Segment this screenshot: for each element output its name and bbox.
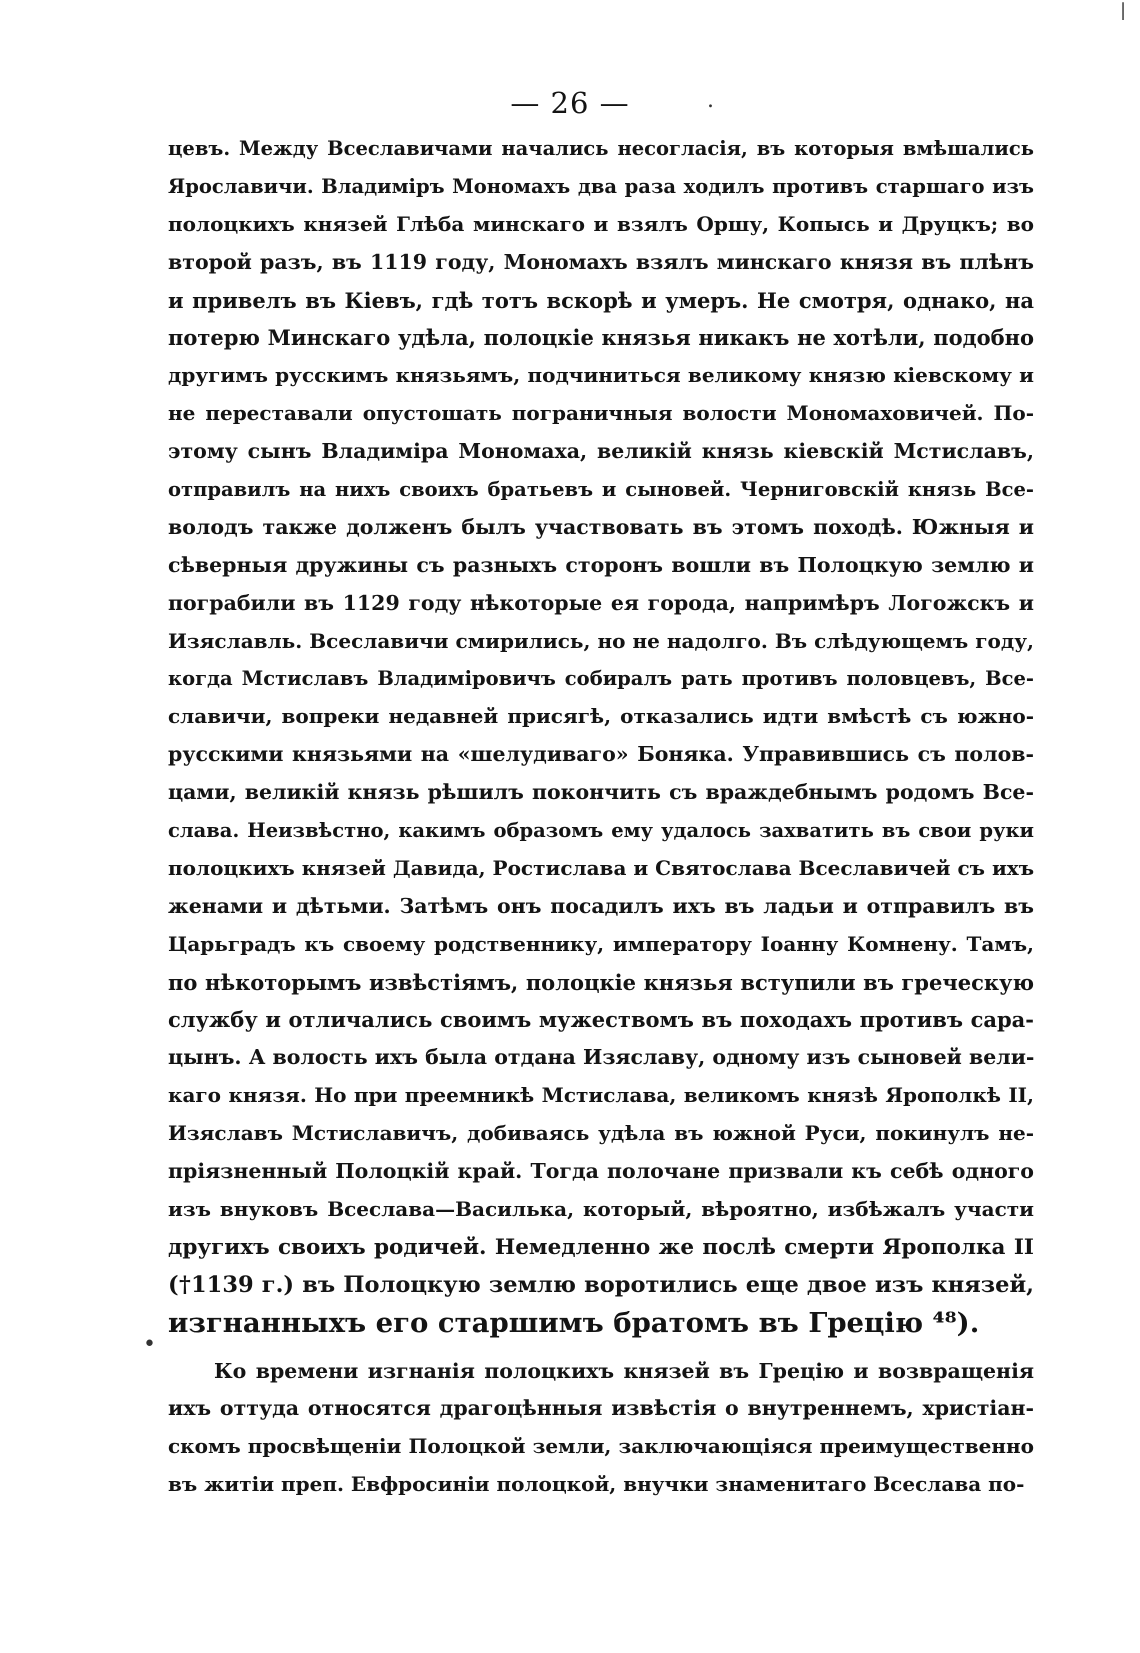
paragraph-1 bbox=[168, 130, 1034, 1343]
text-line: цевъ. Между Всеславичами начались несогласія, въ которыя вмѣшались bbox=[168, 137, 1034, 160]
text-line: когда Мстиславъ Владиміровичъ собиралъ рать противъ половцевъ, Все- bbox=[168, 667, 1034, 691]
text-line: цами, великій князь рѣшилъ покончить съ враждебнымъ родомъ Все- bbox=[168, 780, 1034, 805]
text-line: Изяславль. Всеславичи смирились, но не надолго. Въ слѣдующемъ году, bbox=[168, 628, 1034, 653]
paragraph-2 bbox=[168, 1353, 1034, 1505]
text-line: изгнанныхъ его старшимъ братомъ въ Грецію ⁴⁸). bbox=[168, 1306, 980, 1339]
text-line: потерю Минскаго удѣла, полоцкіе князья никакъ не хотѣли, подобно bbox=[168, 325, 1034, 351]
text-line: пріязненный Полоцкій край. Тогда полочане призвали къ себѣ одного bbox=[168, 1159, 1034, 1184]
text-line: женами и дѣтьми. Затѣмъ онъ посадилъ ихъ въ ладьи и отправилъ въ bbox=[168, 893, 1034, 918]
text-line: изъ внуковъ Всеслава—Василька, который, вѣроятно, избѣжалъ участи bbox=[168, 1196, 1034, 1221]
text-line: Ко времени изгнанія полоцкихъ князей въ Грецію и возвращенія bbox=[214, 1358, 1034, 1383]
text-line: этому сынъ Владиміра Мономаха, великій князь кіевскій Мстиславъ, bbox=[168, 439, 1034, 464]
stray-mark: . bbox=[707, 88, 714, 113]
page-number: — 26 — bbox=[510, 86, 630, 120]
text-line: другихъ своихъ родичей. Немедленно же послѣ смерти Ярополка II bbox=[168, 1234, 1034, 1260]
text-line: слава. Неизвѣстно, какимъ образомъ ему удалось захватить въ свои руки bbox=[168, 819, 1034, 843]
text-line: цынъ. А волость ихъ была отдана Изяславу, одному изъ сыновей вели- bbox=[168, 1045, 1034, 1070]
text-line: полоцкихъ князей Глѣба минскаго и взялъ Оршу, Копысь и Друцкъ; во bbox=[168, 211, 1034, 236]
paragraph-gap bbox=[168, 1343, 1034, 1353]
text-line: второй разъ, въ 1119 году, Мономахъ взялъ минскаго князя въ плѣнъ bbox=[168, 249, 1034, 274]
stray-mark: • bbox=[143, 1332, 156, 1357]
text-line: скомъ просвѣщеніи Полоцкой земли, заключающіяся преимущественно bbox=[168, 1434, 1034, 1459]
text-line: (†1139 г.) въ Полоцкую землю воротились еще двое изъ князей, bbox=[168, 1271, 1034, 1298]
text-line: по нѣкоторымъ извѣстіямъ, полоцкіе князья вступили въ греческую bbox=[168, 969, 1034, 995]
text-line: володъ также долженъ былъ участвовать въ этомъ походѣ. Южныя и bbox=[168, 514, 1034, 539]
body-text bbox=[168, 130, 1034, 1504]
text-line: Ярославичи. Владиміръ Мономахъ два раза ходилъ противъ старшаго изъ bbox=[168, 174, 1034, 198]
text-line: русскими князьями на «шелудиваго» Боняка. Управившись съ полов- bbox=[168, 742, 1034, 767]
text-line: пограбили въ 1129 году нѣкоторые ея города, напримѣръ Логожскъ и bbox=[168, 590, 1034, 615]
text-line: и привелъ въ Кіевъ, гдѣ тотъ вскорѣ и умеръ. Не смотря, однако, на bbox=[168, 287, 1034, 313]
text-line: славичи, вопреки недавней присягѣ, отказались идти вмѣстѣ съ южно- bbox=[168, 704, 1034, 729]
text-line: другимъ русскимъ князьямъ, подчиниться великому князю кіевскому и bbox=[168, 363, 1034, 388]
text-line: каго князя. Но при преемникѣ Мстислава, великомъ князѣ Ярополкѣ II, bbox=[168, 1083, 1034, 1108]
text-line: сѣверныя дружины съ разныхъ сторонъ вошли въ Полоцкую землю и bbox=[168, 552, 1034, 577]
stray-mark: | bbox=[1120, 0, 1127, 21]
text-line: не переставали опустошать пограничныя волости Мономаховичей. По- bbox=[168, 401, 1034, 426]
text-line: въ житіи преп. Евфросиніи полоцкой, внучки знаменитаго Всеслава по- bbox=[168, 1472, 1025, 1497]
text-line: Изяславъ Мстиславичъ, добиваясь удѣла въ южной Руси, покинулъ не- bbox=[168, 1121, 1034, 1146]
text-line: ихъ оттуда относятся драгоцѣнныя извѣстія о внутреннемъ, христіан- bbox=[168, 1396, 1034, 1421]
text-line: отправилъ на нихъ своихъ братьевъ и сыновей. Черниговскій князь Все- bbox=[168, 478, 1034, 502]
text-line: полоцкихъ князей Давида, Ростислава и Святослава Всеславичей съ ихъ bbox=[168, 855, 1034, 880]
text-line: службу и отличались своимъ мужествомъ въ походахъ противъ сара- bbox=[168, 1007, 1034, 1033]
text-line: Царьградъ къ своему родственнику, императору Іоанну Комнену. Тамъ, bbox=[168, 931, 1034, 956]
